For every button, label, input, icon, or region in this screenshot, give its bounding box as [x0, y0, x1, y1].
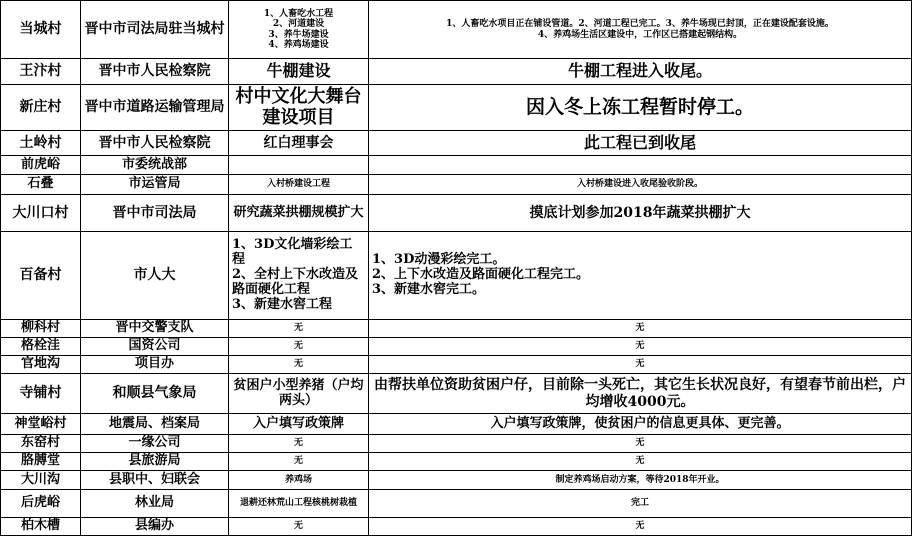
project-name: 红白理事会 — [229, 131, 369, 156]
village-name: 大川沟 — [1, 471, 81, 490]
assisting-unit: 晋中市司法局驻当城村 — [81, 1, 229, 59]
table-row — [1, 374, 912, 414]
project-name: 养鸡场 — [229, 471, 369, 490]
village-name: 寺铺村 — [1, 374, 81, 414]
assisting-unit: 市运管局 — [81, 175, 229, 195]
assisting-unit: 晋中市人民检察院 — [81, 131, 229, 156]
project-name: 1、3D文化墙彩绘工程 2、全村上下水改造及路面硬化工程 3、新建水窖工程 — [229, 232, 369, 320]
village-name: 土岭村 — [1, 131, 81, 156]
village-name: 百备村 — [1, 232, 81, 320]
table-row — [1, 232, 912, 320]
project-progress: 此工程已到收尾 — [369, 131, 912, 156]
village-name: 石叠 — [1, 175, 81, 195]
project-progress: 无 — [369, 338, 912, 356]
project-name: 入村桥建设工程 — [229, 175, 369, 195]
assisting-unit: 市委统战部 — [81, 156, 229, 175]
project-name: 无 — [229, 435, 369, 453]
table-row — [1, 320, 912, 338]
table-row — [1, 156, 912, 175]
assisting-unit: 晋中市人民检察院 — [81, 59, 229, 85]
village-name: 当城村 — [1, 1, 81, 59]
village-name: 柳科村 — [1, 320, 81, 338]
project-progress: 无 — [369, 453, 912, 471]
project-name — [229, 156, 369, 175]
project-name: 退耕还林荒山工程核桃树栽植 — [229, 490, 369, 518]
project-name: 研究蔬菜拱棚规模扩大 — [229, 195, 369, 232]
village-name: 神堂峪村 — [1, 414, 81, 435]
project-name: 村中文化大舞台建设项目 — [229, 85, 369, 131]
project-name: 贫困户小型养猪（户均两头） — [229, 374, 369, 414]
table-row — [1, 414, 912, 435]
assisting-unit: 晋中交警支队 — [81, 320, 229, 338]
table-row — [1, 195, 912, 232]
table-row — [1, 175, 912, 195]
project-progress: 因入冬上冻工程暂时停工。 — [369, 85, 912, 131]
project-name: 无 — [229, 320, 369, 338]
village-name: 官地沟 — [1, 356, 81, 374]
table-row — [1, 518, 912, 536]
project-progress: 摸底计划参加2018年蔬菜拱棚扩大 — [369, 195, 912, 232]
table-row — [1, 453, 912, 471]
assisting-unit: 地震局、档案局 — [81, 414, 229, 435]
project-progress: 制定养鸡场启动方案，等待2018年开业。 — [369, 471, 912, 490]
village-name: 格栓洼 — [1, 338, 81, 356]
project-progress: 1、3D动漫彩绘完工。 2、上下水改造及路面硬化工程完工。 3、新建水窖完工。 — [369, 232, 912, 320]
assisting-unit: 项目办 — [81, 356, 229, 374]
table-row — [1, 85, 912, 131]
assisting-unit: 晋中市道路运输管理局 — [81, 85, 229, 131]
village-name: 王汴村 — [1, 59, 81, 85]
project-progress: 入村桥建设进入收尾验收阶段。 — [369, 175, 912, 195]
project-progress: 无 — [369, 518, 912, 536]
project-progress: 无 — [369, 320, 912, 338]
project-name: 入户填写政策牌 — [229, 414, 369, 435]
project-progress: 完工 — [369, 490, 912, 518]
village-name: 新庄村 — [1, 85, 81, 131]
assisting-unit: 一缘公司 — [81, 435, 229, 453]
project-name: 无 — [229, 338, 369, 356]
table-row — [1, 59, 912, 85]
assisting-unit: 国资公司 — [81, 338, 229, 356]
project-progress: 无 — [369, 435, 912, 453]
table-row — [1, 356, 912, 374]
table-row — [1, 131, 912, 156]
village-name: 后虎峪 — [1, 490, 81, 518]
village-name: 东窑村 — [1, 435, 81, 453]
table-row — [1, 435, 912, 453]
project-progress: 1、人畜吃水项目正在铺设管道。2、河道工程已完工。3、养牛场现已封顶，正在建设配套设施。 4、养鸡场生活区建设中，工作区已搭建起钢结构。 — [369, 1, 912, 59]
table-row — [1, 471, 912, 490]
assisting-unit: 晋中市司法局 — [81, 195, 229, 232]
table-row — [1, 338, 912, 356]
project-name: 无 — [229, 518, 369, 536]
project-progress — [369, 156, 912, 175]
village-name: 大川口村 — [1, 195, 81, 232]
project-progress: 无 — [369, 356, 912, 374]
assisting-unit: 和顺县气象局 — [81, 374, 229, 414]
village-name: 胳膊堂 — [1, 453, 81, 471]
project-name: 无 — [229, 453, 369, 471]
assisting-unit: 林业局 — [81, 490, 229, 518]
assisting-unit: 县职中、妇联会 — [81, 471, 229, 490]
project-name: 1、人畜吃水工程 2、河道建设 3、养牛场建设 4、养鸡场建设 — [229, 1, 369, 59]
project-progress: 牛棚工程进入收尾。 — [369, 59, 912, 85]
village-name: 前虎峪 — [1, 156, 81, 175]
assisting-unit: 市人大 — [81, 232, 229, 320]
project-progress: 入户填写政策牌，使贫困户的信息更具体、更完善。 — [369, 414, 912, 435]
table-row — [1, 490, 912, 518]
village-name: 柏木槽 — [1, 518, 81, 536]
assisting-unit: 县编办 — [81, 518, 229, 536]
project-name: 牛棚建设 — [229, 59, 369, 85]
project-progress: 由帮扶单位资助贫困户仔，目前除一头死亡，其它生长状况良好，有望春节前出栏，户均增收4000元。 — [369, 374, 912, 414]
project-name: 无 — [229, 356, 369, 374]
table-row — [1, 1, 912, 59]
assisting-unit: 县旅游局 — [81, 453, 229, 471]
